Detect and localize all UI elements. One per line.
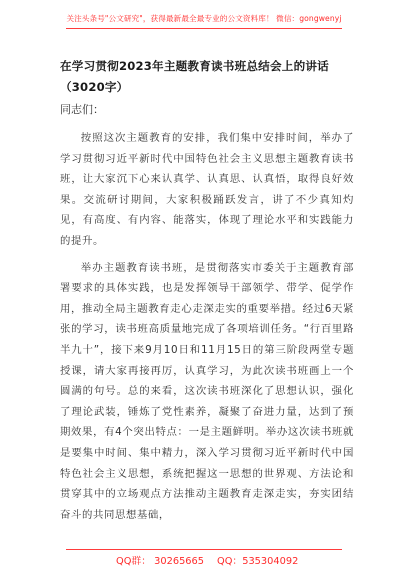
qq-group-text: QQ群： 30265665 — [116, 556, 204, 567]
paragraph: 举办主题教育读书班，是贯彻落实市委关于主题教育部署要求的具体实践，也是发挥领导干部领学、带学、促学作用，推动全局主题教育走心走深走实的重要举措。经过6天紧张的学习，读书班高质量地完成了各项培训任务。“行百里路半九十”，接下来9月10日和11月15日的第三阶段两堂专题授课，请大家再接再厉，认真学习，为此次读书班画上一个圆满的句号。总的来看，这次读书班深化了思想认识，强化了理论武装，锤炼了党性素养，凝聚了奋进力量，达到了预期效果，有4个突出特点：一是主题鲜明。举办这次读书班就是要集中时间、集中精力，深入学习贯彻习近平新时代中国特色社会主义思想，系统把握这一思想的世界观、方法论和贯穿其中的立场观点方法推动主题教育走深走实，夯实团结奋斗的共同思想基础， — [60, 261, 354, 521]
document-body — [60, 56, 354, 525]
qq-contact-text: QQ：535304092 — [217, 556, 299, 567]
document-title: 在学习贯彻2023年主题教育读书班总结会上的讲话（3020字） — [60, 59, 329, 94]
header-banner — [0, 0, 408, 40]
footer-divider — [66, 549, 342, 550]
header-divider — [66, 28, 342, 29]
paragraph: 按照这次主题教育的安排，我们集中安排时间，举办了学习贯彻习近平新时代中国特色社会主义思想主题教育读书班，让大家沉下心来认真学、认真思、认真悟，取得良好效果。交流研讨期间，大家积极踊跃发言，讲了不少真知灼见，有高度、有内容、能落实，体现了理论水平和实践能力的提升。 — [60, 132, 354, 247]
banner-text: 关注头条号"公文研究"，获得最新最全最专业的公文资料库！ 微信：gongwenyj — [66, 14, 342, 23]
greeting: 同志们： — [60, 103, 104, 116]
